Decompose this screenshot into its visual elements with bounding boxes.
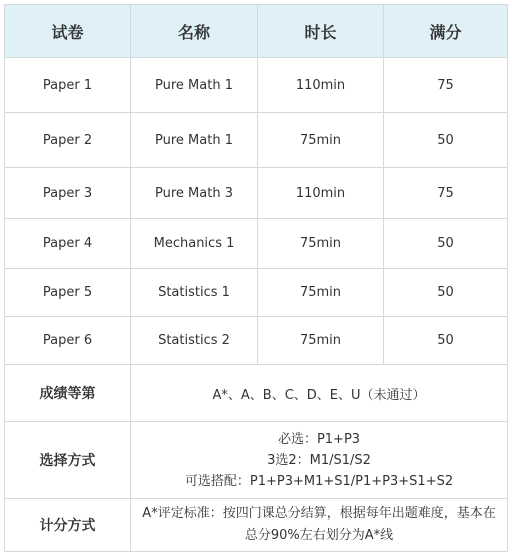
duration-cell: 75min [258, 269, 384, 317]
selection-row [5, 422, 508, 499]
table-row [5, 219, 508, 269]
duration-cell: 75min [258, 113, 384, 168]
score-cell: 50 [384, 269, 508, 317]
table-header-row [5, 5, 508, 58]
name-cell: Mechanics 1 [131, 219, 258, 269]
scoring-value [131, 499, 508, 552]
score-cell: 75 [384, 168, 508, 219]
selection-choose-two: 3选2：M1/S1/S2 [267, 452, 371, 468]
scoring-text: A*评定标准：按四门课总分结算，根据每年出题难度，基本在总分90%左右划分为A*线 [142, 506, 496, 543]
scoring-label: 计分方式 [5, 499, 131, 552]
header-duration: 时长 [258, 5, 384, 58]
table-row [5, 317, 508, 365]
grade-label: 成绩等第 [5, 365, 131, 422]
selection-label: 选择方式 [5, 422, 131, 499]
selection-required: 必选：P1+P3 [277, 431, 361, 447]
paper-cell: Paper 5 [5, 269, 131, 317]
score-cell: 75 [384, 58, 508, 113]
exam-table [4, 4, 508, 552]
name-cell: Statistics 1 [131, 269, 258, 317]
name-cell: Pure Math 1 [131, 113, 258, 168]
duration-cell: 110min [258, 168, 384, 219]
score-cell: 50 [384, 113, 508, 168]
paper-cell: Paper 1 [5, 58, 131, 113]
name-cell: Pure Math 1 [131, 58, 258, 113]
duration-cell: 75min [258, 219, 384, 269]
scoring-row [5, 499, 508, 552]
grade-row [5, 365, 508, 422]
paper-cell: Paper 6 [5, 317, 131, 365]
paper-cell: Paper 2 [5, 113, 131, 168]
header-name: 名称 [131, 5, 258, 58]
selection-value [131, 422, 508, 499]
duration-cell: 75min [258, 317, 384, 365]
paper-cell: Paper 4 [5, 219, 131, 269]
score-cell: 50 [384, 219, 508, 269]
table-row [5, 168, 508, 219]
name-cell: Statistics 2 [131, 317, 258, 365]
header-paper: 试卷 [5, 5, 131, 58]
duration-cell: 110min [258, 58, 384, 113]
selection-combinations: 可选搭配：P1+P3+M1+S1/P1+P3+S1+S2 [184, 473, 454, 489]
paper-cell: Paper 3 [5, 168, 131, 219]
table-row [5, 269, 508, 317]
score-cell: 50 [384, 317, 508, 365]
header-score: 满分 [384, 5, 508, 58]
table-row [5, 113, 508, 168]
grade-value: A*、A、B、C、D、E、U（未通过） [131, 365, 508, 422]
name-cell: Pure Math 3 [131, 168, 258, 219]
table-row [5, 58, 508, 113]
